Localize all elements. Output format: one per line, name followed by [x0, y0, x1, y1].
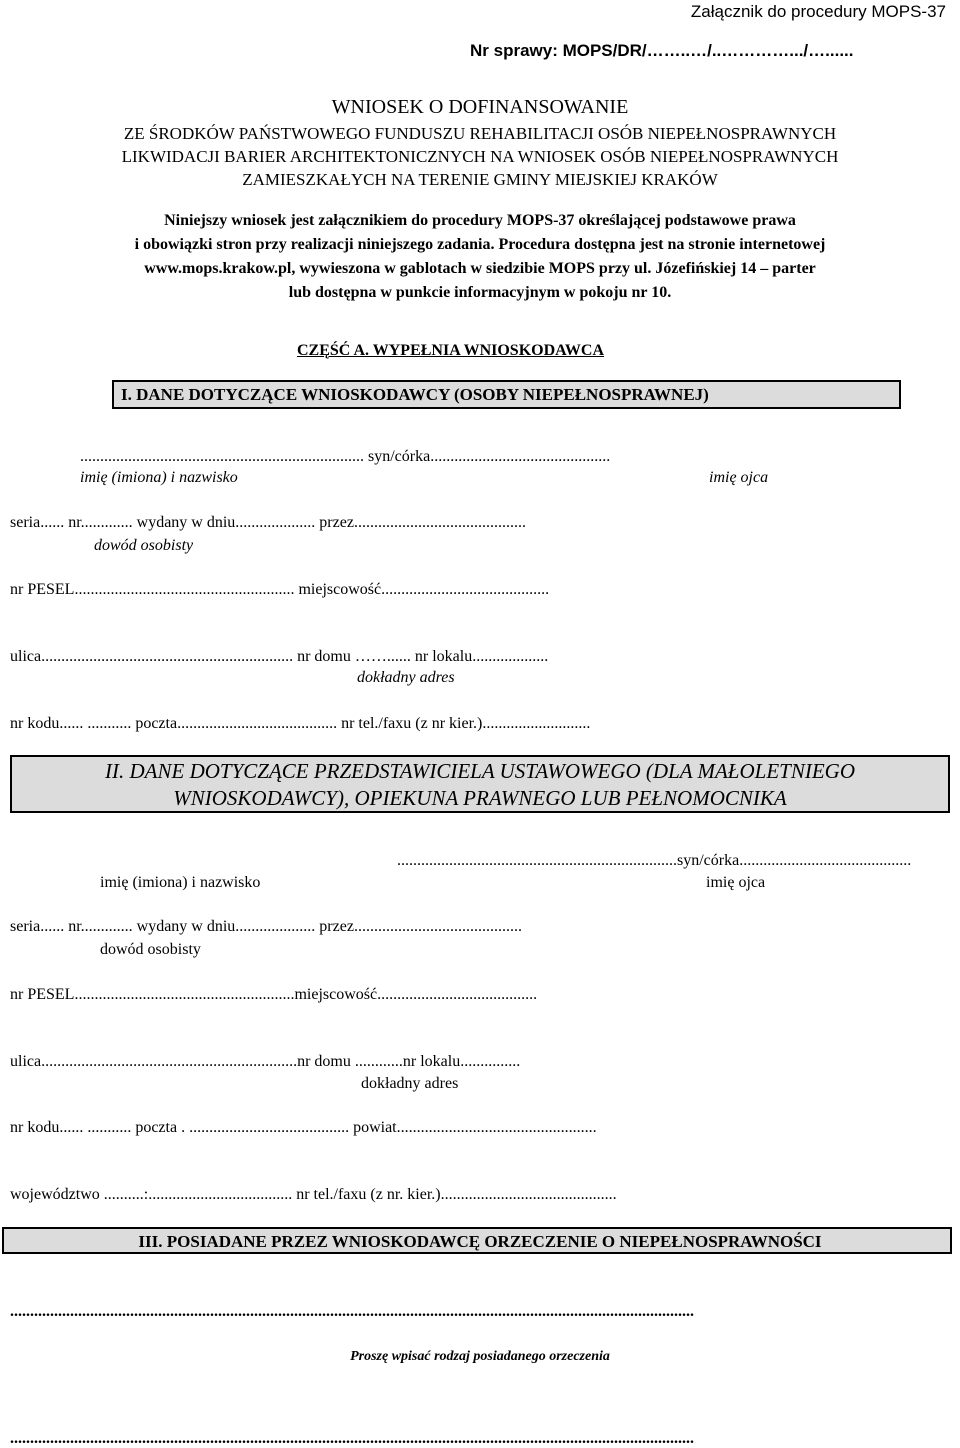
- representative-id-label: dowód osobisty: [100, 941, 201, 958]
- applicant-id-label: dowód osobisty: [94, 537, 194, 554]
- representative-id-line[interactable]: seria...... nr............. wydany w dniu.................... przez..........................................: [10, 918, 522, 935]
- representative-voivodeship-line[interactable]: województwo ..........:.................................... nr tel./faxu (z nr. kier.)............................................: [10, 1186, 617, 1203]
- annex-label: Załącznik do procedury MOPS-37: [690, 2, 946, 21]
- section-2-heading-line-2: WNIOSKODAWCY), OPIEKUNA PRAWNEGO LUB PEŁNOMOCNIKA: [173, 786, 787, 810]
- form-subtitle-line-1: ZE ŚRODKÓW PAŃSTWOWEGO FUNDUSZU REHABILITACJI OSÓB NIEPEŁNOSPRAWNYCH: [123, 124, 837, 143]
- applicant-id-line[interactable]: seria...... nr............. wydany w dniu.................... przez...........................................: [10, 514, 526, 531]
- applicant-post-line[interactable]: nr kodu...... ........... poczta........................................ nr tel./faxu (z nr kier.)...........................: [10, 715, 591, 732]
- applicant-name-label: imię (imiona) i nazwisko: [80, 469, 238, 486]
- form-subtitle-line-3: ZAMIESZKAŁYCH NA TERENIE GMINY MIEJSKIEJ KRAKÓW: [242, 170, 718, 189]
- representative-address-label: dokładny adres: [361, 1075, 459, 1092]
- applicant-street-line[interactable]: ulica............................................................... nr domu ……...... nr lokalu...................: [10, 648, 549, 665]
- applicant-address-label: dokładny adres: [357, 669, 455, 686]
- form-subtitle-line-2: LIKWIDACJI BARIER ARCHITEKTONICZNYCH NA WNIOSEK OSÓB NIEPEŁNOSPRAWNYCH: [121, 147, 839, 166]
- applicant-pesel-line[interactable]: nr PESEL....................................................... miejscowość..........................................: [10, 581, 550, 598]
- intro-line-2: i obowiązki stron przy realizacji niniejszego zadania. Procedura dostępna jest na stronie internetowej: [134, 236, 826, 253]
- intro-line-4: lub dostępna w punkcie informacyjnym w pokoju nr 10.: [288, 284, 672, 301]
- representative-name-label: imię (imiona) i nazwisko: [100, 874, 261, 891]
- part-a-heading: CZĘŚĆ A. WYPEŁNIA WNIOSKODAWCA: [297, 342, 605, 359]
- case-number-field[interactable]: Nr sprawy: MOPS/DR/……..…/..………….../…......: [470, 41, 854, 60]
- certificate-instruction: Proszę wpisać rodzaj posiadanego orzeczenia: [350, 1349, 610, 1364]
- section-2-heading-line-1: II. DANE DOTYCZĄCE PRZEDSTAWICIELA USTAWOWEGO (DLA MAŁOLETNIEGO: [105, 759, 855, 783]
- section-1-heading: I. DANE DOTYCZĄCE WNIOSKODAWCY (OSOBY NIEPEŁNOSPRAWNEJ): [121, 385, 709, 404]
- disability-certificate-field[interactable]: ...........................................................................................................................................................................: [10, 1303, 694, 1320]
- intro-line-3: www.mops.krakow.pl, wywieszona w gablotach w siedzibie MOPS przy ul. Józefińskiej 14 – parter: [144, 260, 816, 277]
- applicant-father-label: imię ojca: [709, 469, 769, 486]
- form-title: WNIOSEK O DOFINANSOWANIE: [331, 96, 629, 118]
- representative-father-label: imię ojca: [706, 874, 766, 891]
- representative-pesel-line[interactable]: nr PESEL.......................................................miejscowość........................................: [10, 986, 538, 1003]
- section-3-heading: III. POSIADANE PRZEZ WNIOSKODAWCĘ ORZECZENIE O NIEPEŁNOSPRAWNOŚCI: [138, 1232, 822, 1251]
- intro-line-1: Niniejszy wniosek jest załącznikiem do procedury MOPS-37 określającej podstawowe prawa: [164, 212, 796, 229]
- representative-post-line[interactable]: nr kodu...... ........... poczta . ........................................ powiat..................................................: [10, 1119, 597, 1136]
- representative-street-line[interactable]: ulica................................................................nr domu ............nr lokalu...............: [10, 1053, 521, 1070]
- representative-name-line[interactable]: ......................................................................syn/córka...........................................: [397, 852, 912, 869]
- applicant-name-line[interactable]: ....................................................................... syn/córka.............................................: [80, 448, 611, 465]
- disability-certificate-field-2[interactable]: ...........................................................................................................................................................................: [10, 1430, 694, 1447]
